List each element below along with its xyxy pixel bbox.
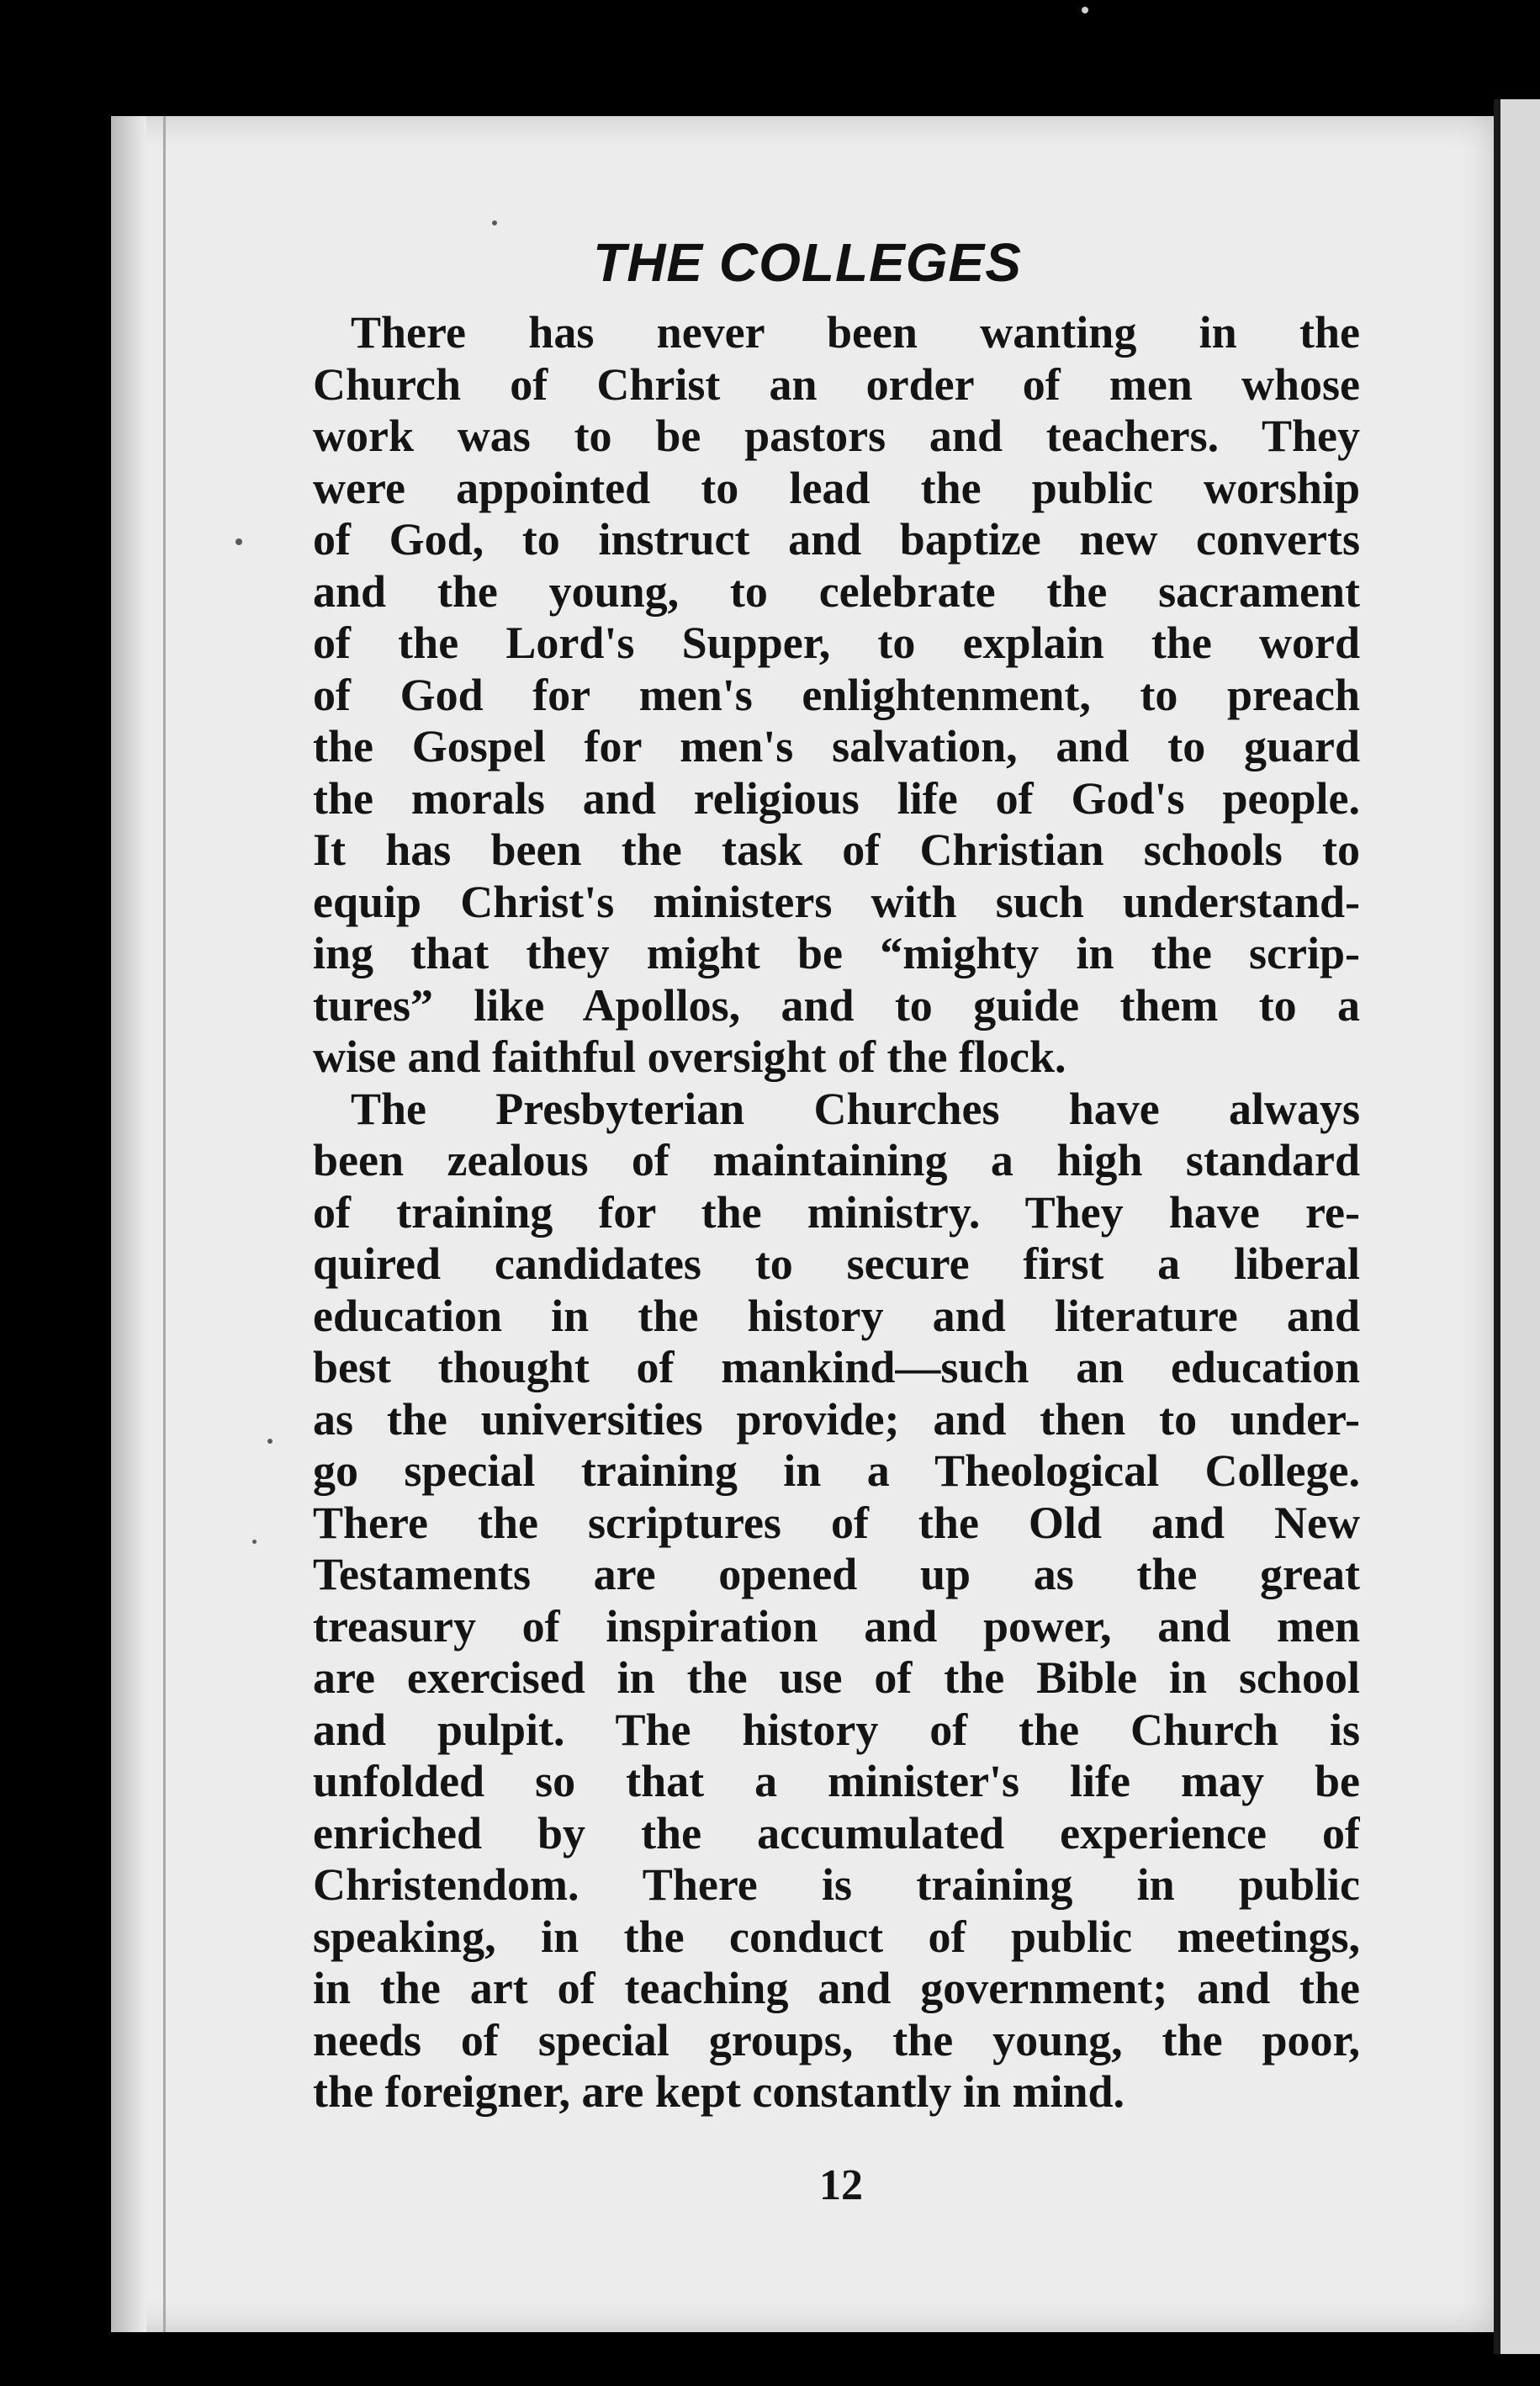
text-line: unfolded so that a minister's life may be	[313, 1756, 1360, 1806]
adjacent-page-edge	[1498, 99, 1540, 2354]
text-line: the Gospel for men's salvation, and to guard	[313, 721, 1360, 771]
text-line: Testaments are opened up as the great	[313, 1549, 1360, 1599]
page-number: 12	[819, 2161, 863, 2209]
text-line: It has been the task of Christian schools to	[313, 824, 1360, 875]
page-heading: THE COLLEGES	[593, 232, 1022, 293]
scan-speck	[1082, 7, 1088, 13]
text-line: in the art of teaching and government; and the	[313, 1963, 1360, 2013]
text-line: The Presbyterian Churches have always	[351, 1083, 1360, 1134]
text-line: as the universities provide; and then to under-	[313, 1393, 1360, 1445]
page-edge-line	[163, 116, 166, 2332]
body-text	[313, 307, 1360, 2118]
text-line: of training for the ministry. They have re-	[313, 1186, 1360, 1238]
text-line: and the young, to celebrate the sacrament	[313, 565, 1360, 617]
text-line: best thought of mankind—such an education	[313, 1342, 1360, 1392]
text-line: Church of Christ an order of men whose	[313, 358, 1360, 410]
text-line: go special training in a Theological College.	[313, 1445, 1360, 1496]
text-line: wise and faithful oversight of the flock.	[313, 1031, 1066, 1082]
text-line: education in the history and literature and	[313, 1290, 1360, 1341]
text-line: speaking, in the conduct of public meetings,	[313, 1911, 1360, 1962]
text-line: and pulpit. The history of the Church is	[313, 1704, 1360, 1755]
text-line: enriched by the accumulated experience of	[313, 1807, 1360, 1858]
text-line: are exercised in the use of the Bible in school	[313, 1652, 1360, 1703]
text-line: equip Christ's ministers with such understand-	[313, 876, 1360, 927]
scan-speck	[235, 538, 242, 545]
text-line: There has never been wanting in the	[351, 307, 1360, 358]
text-line: the foreigner, are kept constantly in mind.	[313, 2066, 1125, 2117]
page-binding-shade	[111, 116, 146, 2332]
scan-speck	[252, 1540, 257, 1544]
page-gutter-shadow	[1494, 99, 1500, 2354]
paragraph-1	[313, 307, 1360, 1084]
paragraph-2	[313, 1084, 1360, 2118]
text-line: been zealous of maintaining a high standard	[313, 1135, 1360, 1185]
text-line: There the scriptures of the Old and New	[313, 1497, 1360, 1548]
scan-speck	[492, 220, 497, 225]
text-line: quired candidates to secure first a liberal	[313, 1238, 1360, 1289]
text-line: the morals and religious life of God's people.	[313, 772, 1360, 824]
text-line: treasury of inspiration and power, and men	[313, 1600, 1360, 1652]
text-line: tures” like Apollos, and to guide them to a	[313, 979, 1360, 1031]
text-line: were appointed to lead the public worship	[313, 462, 1360, 513]
text-line: work was to be pastors and teachers. They	[313, 411, 1360, 461]
text-line: of God for men's enlightenment, to preach	[313, 669, 1360, 720]
text-line: ing that they might be “mighty in the scrip-	[313, 928, 1360, 978]
text-line: of the Lord's Supper, to explain the word	[313, 618, 1360, 668]
text-line: Christendom. There is training in public	[313, 1859, 1360, 1910]
scan-speck	[267, 1439, 273, 1444]
text-line: needs of special groups, the young, the poor,	[313, 2014, 1360, 2065]
text-line: of God, to instruct and baptize new converts	[313, 514, 1360, 565]
